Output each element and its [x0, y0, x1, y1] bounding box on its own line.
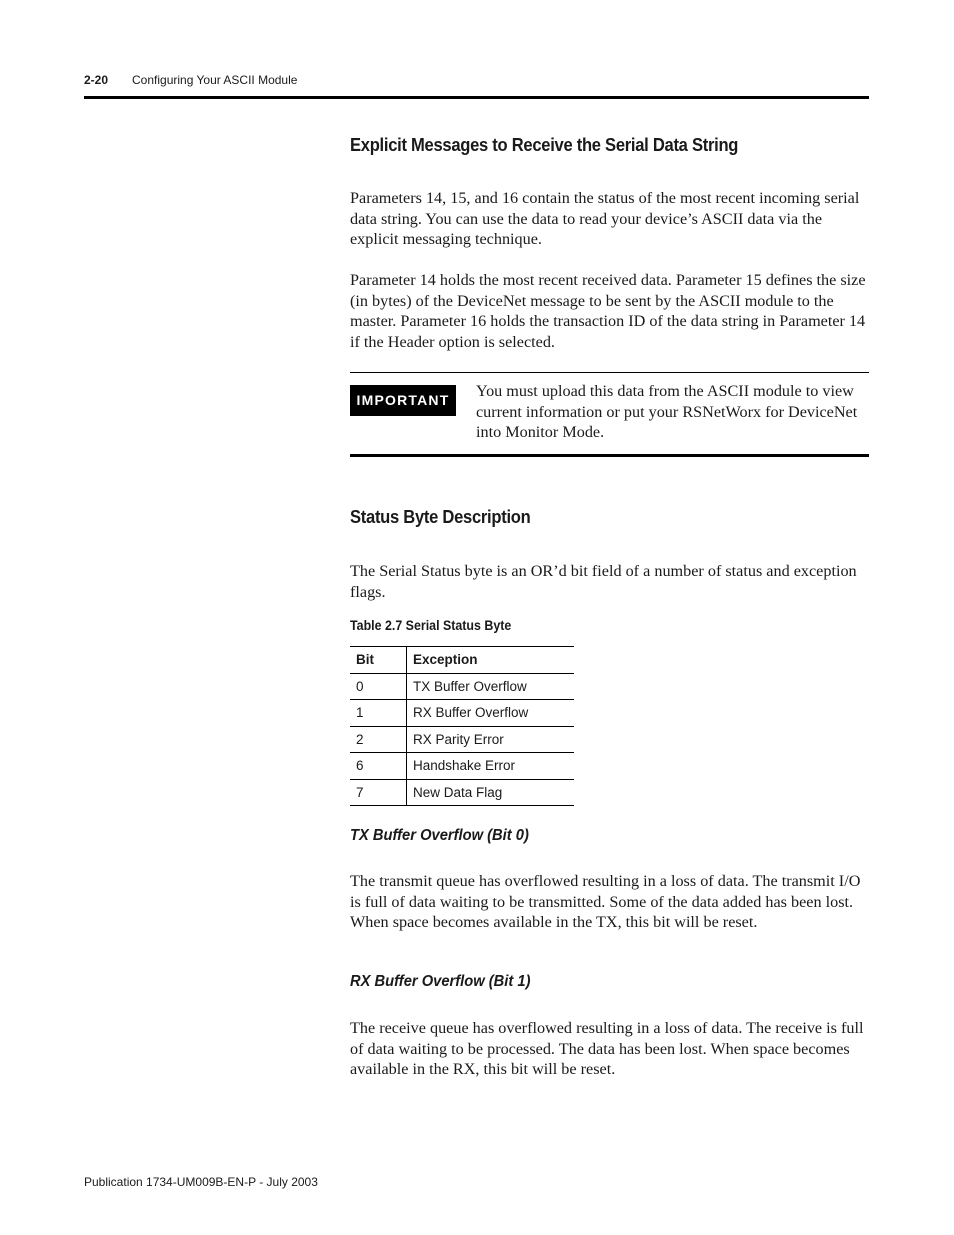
paragraph-tx-buffer-overflow: The transmit queue has overflowed resulting in a loss of data. The transmit I/O is full of data waiting to be transmitted. Some of the data added has been lost. When space becomes available in the TX, this bit will be reset. [350, 872, 861, 931]
important-badge: IMPORTANT [350, 385, 456, 416]
exception-cell: RX Parity Error [407, 726, 575, 753]
paragraph-status-byte: The Serial Status byte is an OR’d bit field of a number of status and exception flags. [350, 562, 857, 601]
subheading-tx-buffer-overflow: TX Buffer Overflow (Bit 0) [350, 827, 529, 844]
paragraph-parameter-details: Parameter 14 holds the most recent received data. Parameter 15 defines the size (in bytes) of the DeviceNet message to be sent by the ASCII module to the master. Parameter 16 holds the transaction ID of the data string in Parameter 14 if the Header option is selected. [350, 271, 866, 351]
bit-cell: 6 [350, 753, 407, 780]
column-header-exception: Exception [407, 647, 575, 674]
important-note-text: You must upload this data from the ASCII module to view current information or put your RSNetWorx for DeviceNet into Monitor Mode. [476, 382, 858, 441]
exception-cell: RX Buffer Overflow [407, 700, 575, 727]
subheading-rx-buffer-overflow: RX Buffer Overflow (Bit 1) [350, 973, 531, 990]
bit-cell: 0 [350, 673, 407, 700]
paragraph-rx-buffer-overflow: The receive queue has overflowed resulting in a loss of data. The receive is full of data waiting to be processed. The data has been lost. When space becomes available in the RX, this bit will be reset. [350, 1019, 864, 1078]
serial-status-table [350, 646, 574, 806]
publication-footer: Publication 1734-UM009B-EN-P - July 2003 [84, 1175, 318, 1189]
section-heading-explicit-messages: Explicit Messages to Receive the Serial Data String [350, 135, 739, 155]
table-row [350, 673, 574, 700]
important-bottom-rule [350, 454, 869, 457]
exception-cell: TX Buffer Overflow [407, 673, 575, 700]
chapter-title: Configuring Your ASCII Module [132, 73, 298, 87]
page-number: 2-20 [84, 73, 109, 87]
important-top-rule [350, 372, 869, 373]
section-heading-status-byte: Status Byte Description [350, 507, 531, 527]
table-caption: Table 2.7 Serial Status Byte [350, 618, 512, 633]
paragraph-parameters-status: Parameters 14, 15, and 16 contain the status of the most recent incoming serial data string. You can use the data to read your device’s ASCII data via the explicit messaging technique. [350, 189, 860, 248]
exception-cell: New Data Flag [407, 779, 575, 806]
table-row [350, 726, 574, 753]
table-header-row [350, 647, 574, 674]
column-header-bit: Bit [350, 647, 407, 674]
bit-cell: 7 [350, 779, 407, 806]
header-rule [84, 96, 869, 99]
exception-cell: Handshake Error [407, 753, 575, 780]
bit-cell: 2 [350, 726, 407, 753]
table-row [350, 753, 574, 780]
table-row [350, 700, 574, 727]
bit-cell: 1 [350, 700, 407, 727]
table-row [350, 779, 574, 806]
